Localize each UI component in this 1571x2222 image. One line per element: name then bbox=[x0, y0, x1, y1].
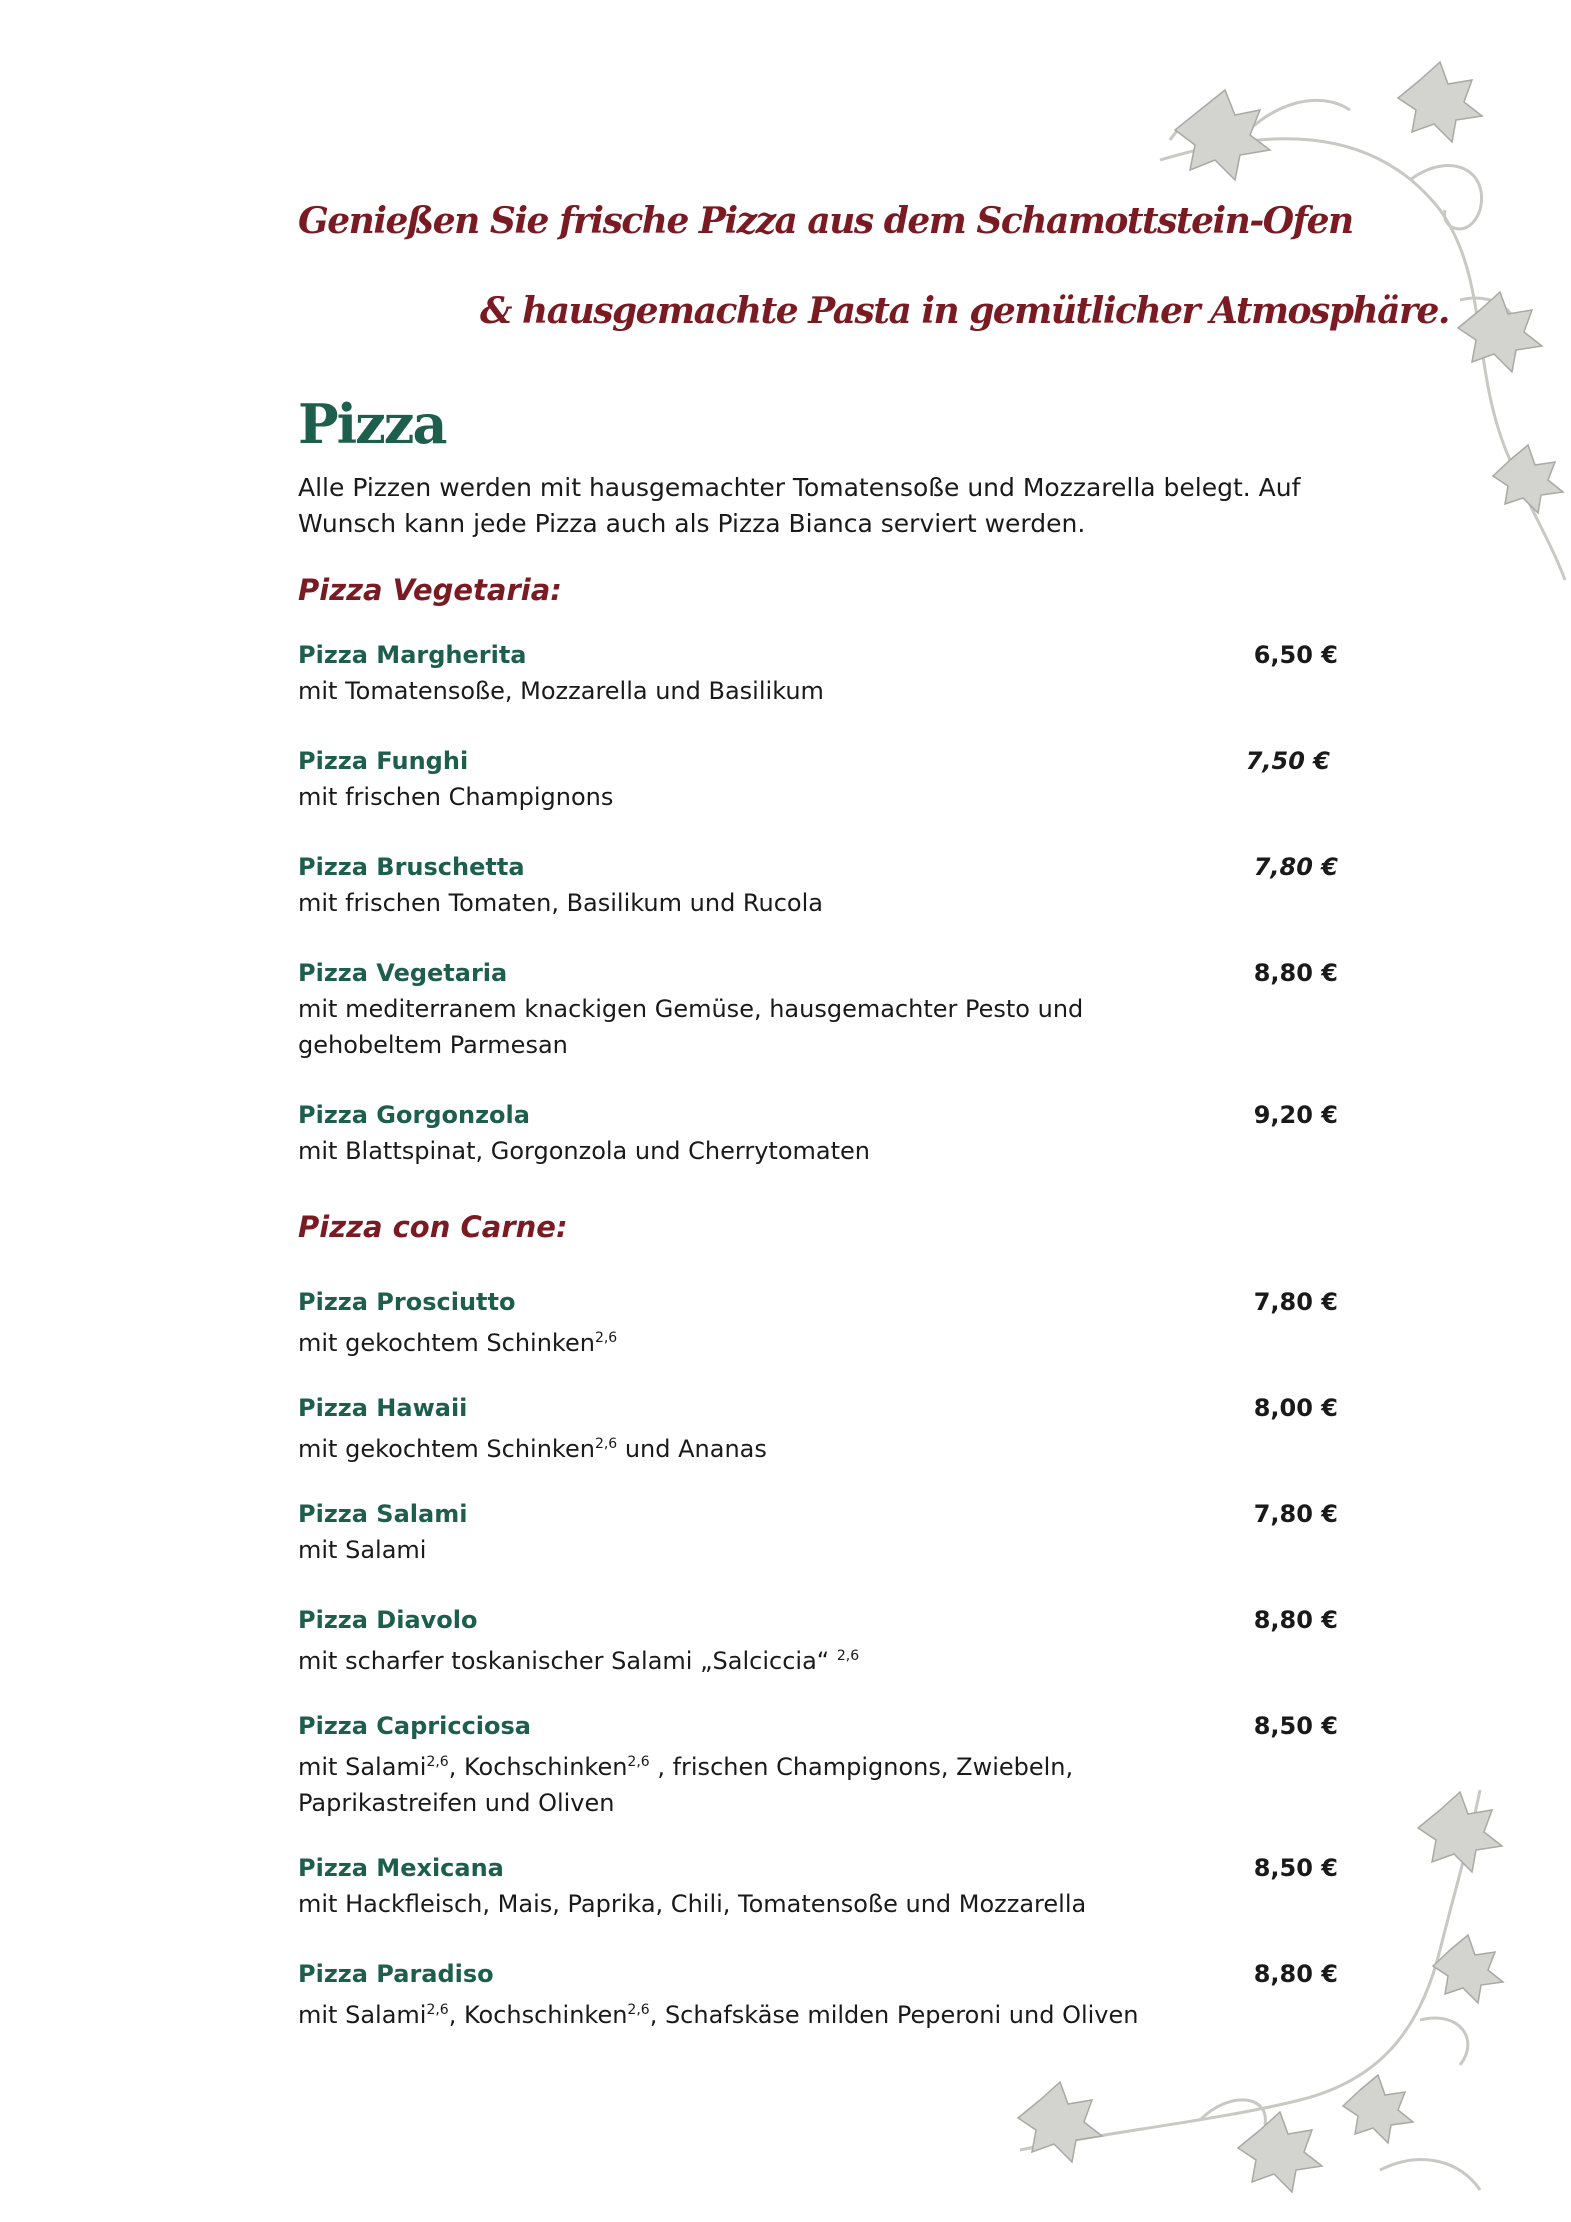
item-price: 8,80 € bbox=[1253, 959, 1338, 987]
item-description: mit Hackfleisch, Mais, Paprika, Chili, Tomatensoße und Mozzarella bbox=[298, 1890, 1087, 1918]
menu-item-hawaii bbox=[298, 1390, 1338, 1467]
item-name: Pizza Capricciosa bbox=[298, 1712, 532, 1740]
menu-item-gorgonzola bbox=[298, 1097, 1338, 1169]
item-price: 8,50 € bbox=[1253, 1712, 1338, 1740]
headline-line-1: Genießen Sie frische Pizza aus dem Schamottstein-Ofen bbox=[298, 200, 1353, 242]
item-price: 8,50 € bbox=[1253, 1854, 1338, 1882]
item-name: Pizza Margherita bbox=[298, 641, 527, 669]
item-name: Pizza Prosciutto bbox=[298, 1288, 516, 1316]
menu-item-vegetaria bbox=[298, 955, 1338, 1063]
category-carne: Pizza con Carne: bbox=[298, 1210, 568, 1244]
item-description: mit Salami bbox=[298, 1536, 427, 1564]
item-name: Pizza Hawaii bbox=[298, 1394, 468, 1422]
item-price: 8,80 € bbox=[1253, 1606, 1338, 1634]
item-price: 6,50 € bbox=[1253, 641, 1338, 669]
item-name: Pizza Salami bbox=[298, 1500, 468, 1528]
item-name: Pizza Gorgonzola bbox=[298, 1101, 530, 1129]
item-name: Pizza Paradiso bbox=[298, 1960, 494, 1988]
menu-item-salami bbox=[298, 1496, 1338, 1568]
item-price: 7,80 € bbox=[1253, 853, 1338, 881]
item-name: Pizza Bruschetta bbox=[298, 853, 525, 881]
item-price: 7,80 € bbox=[1253, 1500, 1338, 1528]
item-price: 7,50 € bbox=[1245, 747, 1330, 775]
section-title: Pizza bbox=[298, 392, 446, 456]
item-description: mit Salami$^{2,6}$, Kochschinken$^{2,6}$, Schafskäse milden Peperoni und Oliven bbox=[298, 2001, 1139, 2029]
menu-item-mexicana bbox=[298, 1850, 1338, 1922]
menu-item-margherita bbox=[298, 637, 1338, 709]
menu-item-paradiso bbox=[298, 1956, 1338, 2033]
item-name: Pizza Diavolo bbox=[298, 1606, 478, 1634]
item-description: mit mediterranem knackigen Gemüse, hausgemachter Pesto und gehobeltem Parmesan bbox=[298, 995, 1084, 1059]
item-description: mit gekochtem Schinken$^{2,6}$ bbox=[298, 1329, 618, 1357]
menu-item-diavolo bbox=[298, 1602, 1338, 1679]
item-name: Pizza Funghi bbox=[298, 747, 469, 775]
menu-item-funghi bbox=[298, 743, 1338, 815]
item-name: Pizza Vegetaria bbox=[298, 959, 508, 987]
item-price: 7,80 € bbox=[1253, 1288, 1338, 1316]
item-description: mit scharfer toskanischer Salami „Salciccia“ $^{2,6}$ bbox=[298, 1647, 860, 1675]
item-price: 9,20 € bbox=[1253, 1101, 1338, 1129]
category-vegetaria: Pizza Vegetaria: bbox=[298, 573, 562, 607]
item-description: mit frischen Tomaten, Basilikum und Rucola bbox=[298, 889, 823, 917]
menu-item-bruschetta bbox=[298, 849, 1338, 921]
menu-item-capricciosa bbox=[298, 1708, 1338, 1821]
item-price: 8,80 € bbox=[1253, 1960, 1338, 1988]
section-intro: Alle Pizzen werden mit hausgemachter Tomatensoße und Mozzarella belegt. Auf Wunsch kann jede Pizza auch als Pizza Bianca serviert werden. bbox=[298, 473, 1301, 538]
item-description: mit frischen Champignons bbox=[298, 783, 614, 811]
headline-line-2: & hausgemachte Pasta in gemütlicher Atmosphäre. bbox=[480, 290, 1449, 332]
item-name: Pizza Mexicana bbox=[298, 1854, 504, 1882]
item-description: mit Blattspinat, Gorgonzola und Cherrytomaten bbox=[298, 1137, 870, 1165]
item-description: mit Tomatensoße, Mozzarella und Basilikum bbox=[298, 677, 824, 705]
item-description: mit Salami$^{2,6}$, Kochschinken$^{2,6}$ , frischen Champignons, Zwiebeln, Paprikastreifen und Oliven bbox=[298, 1753, 1074, 1817]
item-description: mit gekochtem Schinken$^{2,6}$ und Ananas bbox=[298, 1435, 767, 1463]
item-price: 8,00 € bbox=[1253, 1394, 1338, 1422]
menu-item-prosciutto bbox=[298, 1284, 1338, 1361]
